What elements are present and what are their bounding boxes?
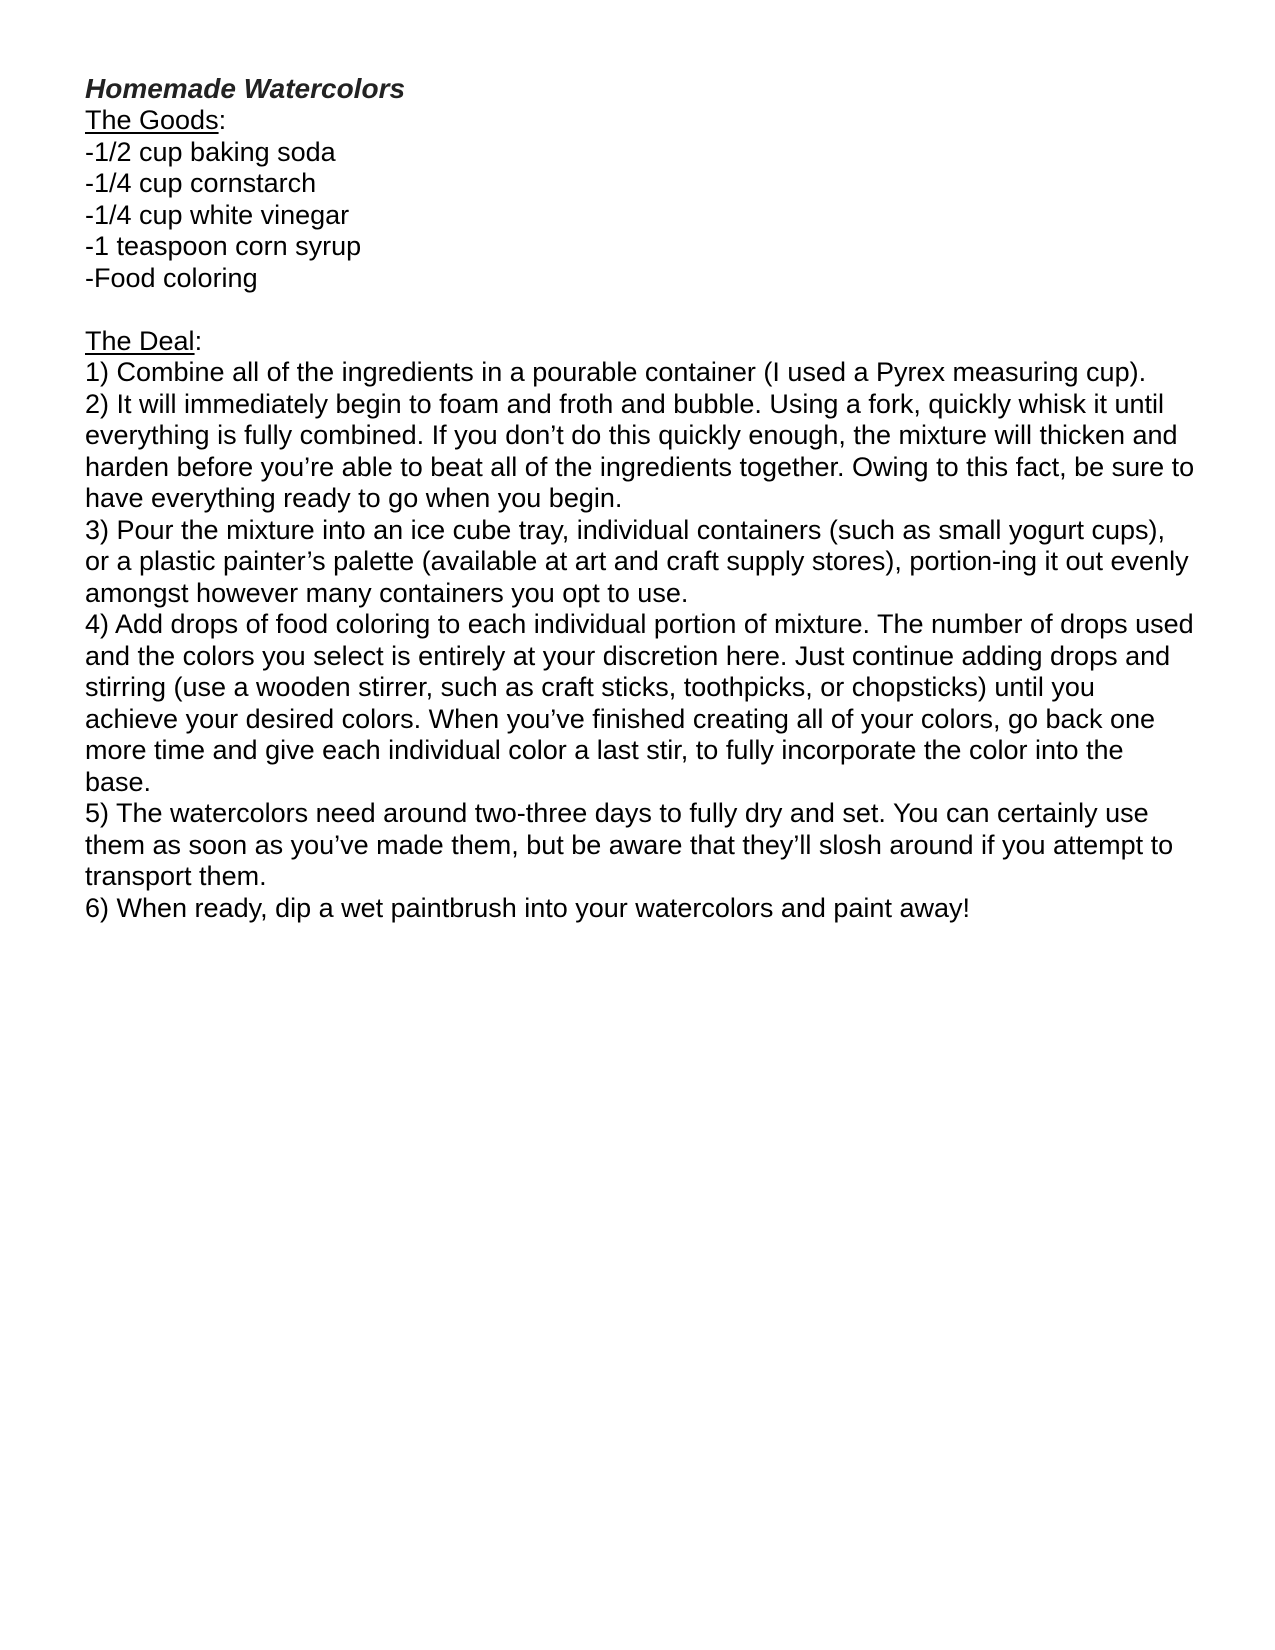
ingredient-item: -1/4 cup white vinegar bbox=[85, 199, 350, 230]
ingredient-item: -Food coloring bbox=[85, 262, 258, 293]
deal-heading-colon: : bbox=[194, 325, 203, 356]
step-item: 2) It will immediately begin to foam and froth and bubble. Using a fork, quickly whisk it until everything is fully combined. If you don’t do this quickly enough, the mixture will thicken and harden before you’re able to beat all of the ingredients together. Owing to this fact, be sure to have everything ready to go when you begin. bbox=[85, 388, 1195, 513]
ingredients-list bbox=[85, 137, 1195, 295]
step-item: 1) Combine all of the ingredients in a pourable container (I used a Pyrex measuring cup). bbox=[85, 357, 1147, 387]
step-item: 4) Add drops of food coloring to each individual portion of mixture. The number of drops used and the colors you select is entirely at your discretion here. Just continue adding drops and stirring (use a wooden stirrer, such as craft sticks, toothpicks, or chopsticks) until you achieve your desired colors. When you’ve finished creating all of your colors, go back one more time and give each individual color a last stir, to fully incorporate the color into the base. bbox=[85, 609, 1194, 797]
recipe-title: Homemade Watercolors bbox=[85, 73, 406, 104]
step-item: 3) Pour the mixture into an ice cube tray, individual containers (such as small yogurt cups), or a plastic painter’s palette (available at art and craft supply stores), portion-ing it out evenly amongst however many containers you opt to use. bbox=[85, 514, 1189, 608]
ingredient-item: -1/2 cup baking soda bbox=[85, 136, 336, 167]
goods-heading-colon: : bbox=[218, 105, 227, 135]
recipe-page bbox=[85, 73, 1195, 924]
step-item: 5) The watercolors need around two-three days to fully dry and set. You can certainly use them as soon as you’ve made them, but be aware that they’ll slosh around if you attempt to transport them. bbox=[85, 798, 1174, 891]
goods-heading-text: The Goods bbox=[85, 105, 219, 135]
ingredient-item: -1/4 cup cornstarch bbox=[85, 168, 317, 198]
goods-heading bbox=[85, 105, 1195, 137]
deal-heading bbox=[85, 326, 1195, 358]
ingredient-item: -1 teaspoon corn syrup bbox=[85, 231, 362, 261]
section-spacer bbox=[85, 294, 1195, 326]
steps-list bbox=[85, 357, 1195, 924]
deal-heading-text: The Deal bbox=[85, 325, 195, 356]
step-item: 6) When ready, dip a wet paintbrush into your watercolors and paint away! bbox=[85, 892, 970, 923]
